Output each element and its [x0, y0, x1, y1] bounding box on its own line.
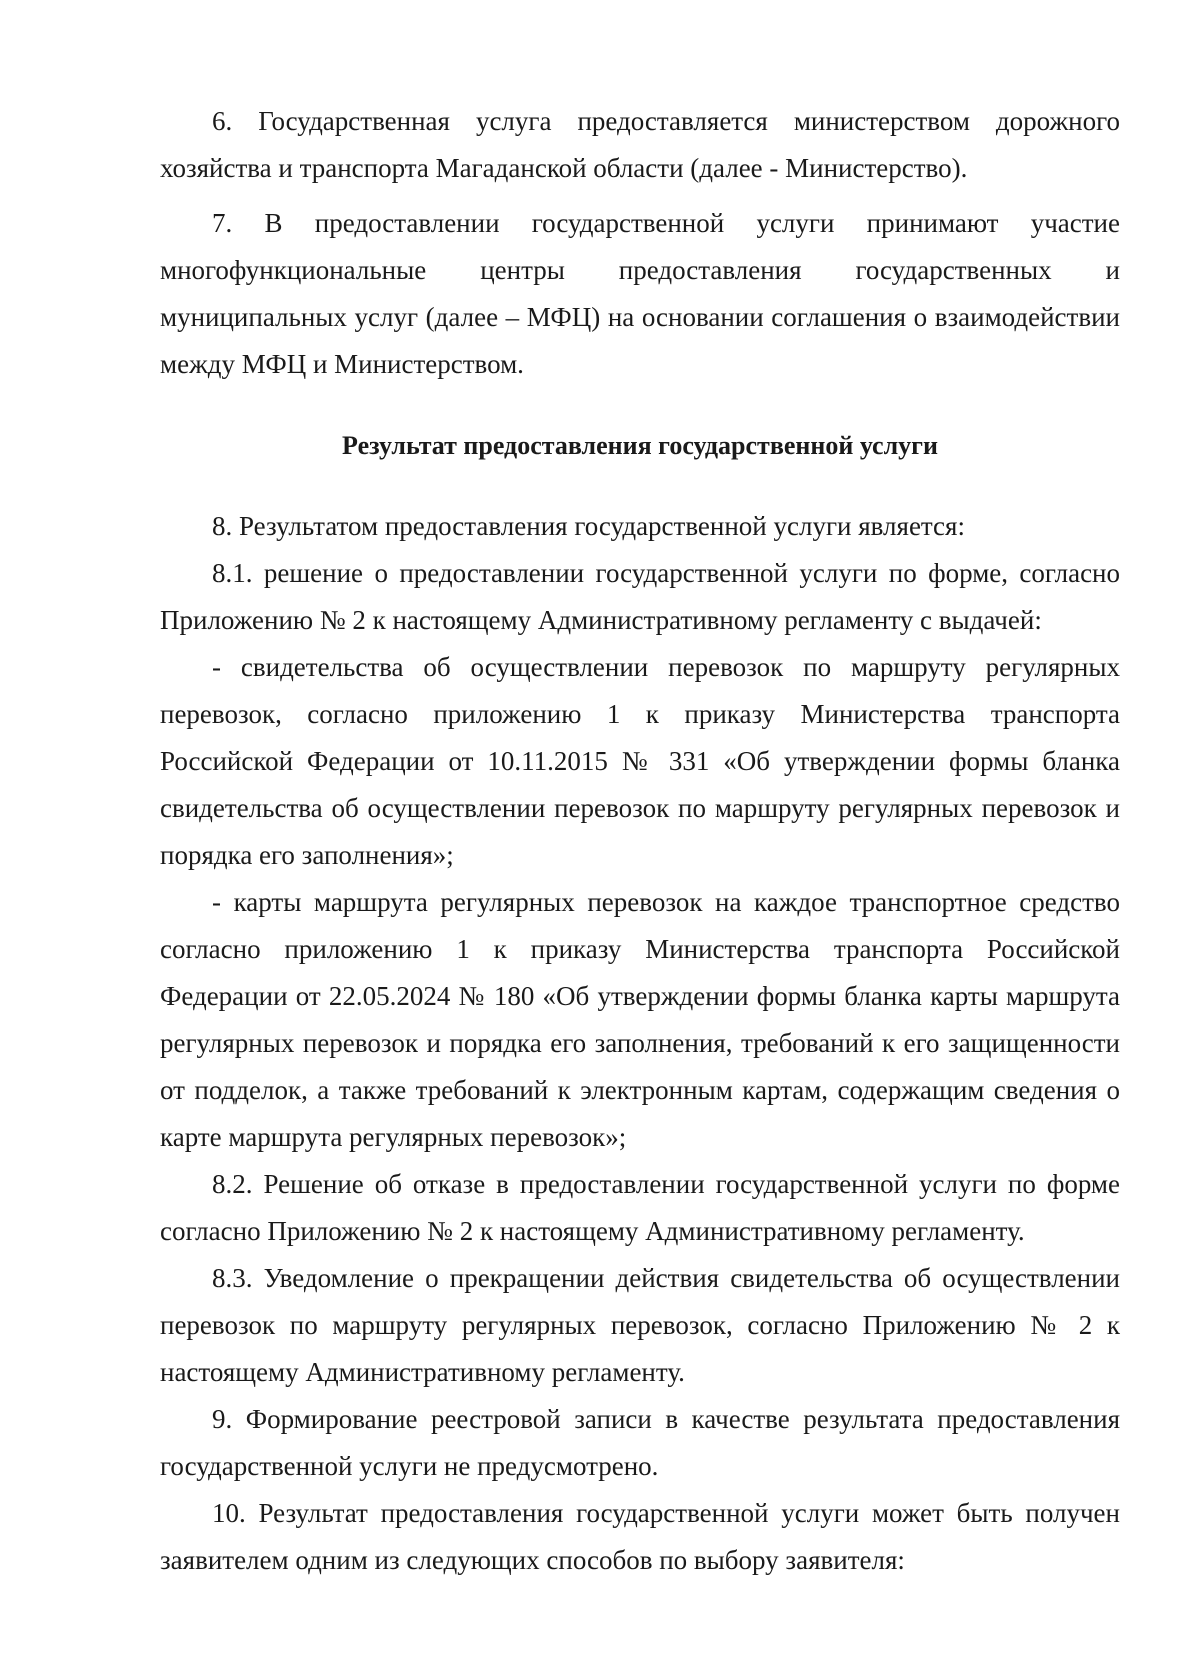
paragraph-7: 7. В предоставлении государственной услуги принимают участие многофункциональные центры предоставления государственных и муниципальных услуг (далее – МФЦ) на основании соглашения о взаимодействии между МФЦ и Министерством.	[160, 208, 1120, 379]
paragraph-8: 8. Результатом предоставления государственной услуги является:	[212, 511, 965, 541]
document-page	[160, 98, 1120, 1584]
paragraph-8-1: 8.1. решение о предоставлении государственной услуги по форме, согласно Приложению № 2 к настоящему Административному регламенту с выдачей:	[160, 558, 1120, 635]
paragraph-8-1-route-card: - карты маршрута регулярных перевозок на каждое транспортное средство согласно приложению 1 к приказу Министерства транспорта Российской Федерации от 22.05.2024 № 180 «Об утверждении формы бланка карты маршрута регулярных перевозок и порядка его заполнения, требований к его защищенности от подделок, а также требований к электронным картам, содержащим сведения о карте маршрута регулярных перевозок»;	[160, 887, 1120, 1152]
paragraph-6: 6. Государственная услуга предоставляется министерством дорожного хозяйства и транспорта Магаданской области (далее - Министерство).	[160, 106, 1120, 183]
paragraph-8-1-certificate: - свидетельства об осуществлении перевозок по маршруту регулярных перевозок, согласно приложению 1 к приказу Министерства транспорта Российской Федерации от 10.11.2015 № 331 «Об утверждении формы бланка свидетельства об осуществлении перевозок по маршруту регулярных перевозок и порядка его заполнения»;	[160, 652, 1120, 870]
section-heading: Результат предоставления государственной услуги	[342, 431, 938, 460]
paragraph-9: 9. Формирование реестровой записи в качестве результата предоставления государственной услуги не предусмотрено.	[160, 1404, 1120, 1481]
paragraph-8-2: 8.2. Решение об отказе в предоставлении государственной услуги по форме согласно Приложению № 2 к настоящему Административному регламенту.	[160, 1169, 1120, 1246]
paragraph-8-3: 8.3. Уведомление о прекращении действия свидетельства об осуществлении перевозок по маршруту регулярных перевозок, согласно Приложению № 2 к настоящему Административному регламенту.	[160, 1263, 1120, 1387]
paragraph-10: 10. Результат предоставления государственной услуги может быть получен заявителем одним из следующих способов по выбору заявителя:	[160, 1498, 1120, 1575]
